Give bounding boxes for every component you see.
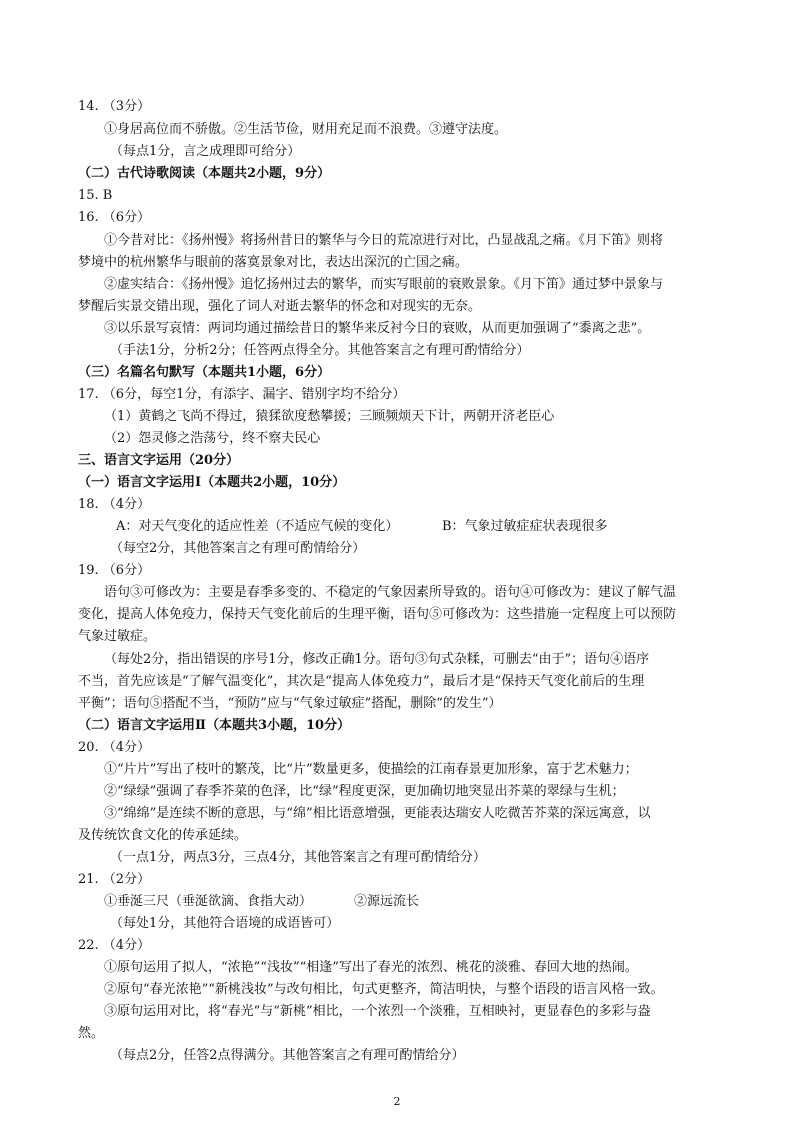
q19-heading: 19. （6分） — [78, 563, 151, 578]
q15-answer: 15. B — [78, 188, 113, 203]
q20-heading: 20. （4分） — [78, 740, 151, 755]
q20-scoring-note: （一点1分，两点3分，三点4分，其他答案言之有理可酌情给分） — [110, 850, 486, 865]
q16-point3: ③以乐景写哀情：两词均通过描绘昔日的繁华来反衬今日的衰败，从而更加强调了“黍离之悲”。 — [104, 321, 651, 336]
q16-heading: 16. （6分） — [78, 210, 151, 225]
q14-answer: ①身居高位而不骄傲。②生活节俭，财用充足而不浪费。③遵守法度。 — [104, 122, 508, 137]
q19-note-line1: （每处2分，指出错误的序号1分，修改正确1分。语句③句式杂糅，可删去“由于”；语句④语序 — [104, 652, 650, 667]
q14-scoring-note: （每点1分，言之成理即可给分） — [110, 144, 301, 159]
q22-heading: 22. （4分） — [78, 938, 151, 953]
q16-point2-line1: ②虚实结合：《扬州慢》追忆扬州过去的繁华，而实写眼前的衰败景象。《月下笛》通过梦中景象与 — [104, 277, 664, 292]
q20-point3-line1: ③“绵绵”是连续不断的意思，与“绵”相比语意增强，更能表达瑞安人吃微苦芥菜的深远寓意，以 — [104, 806, 651, 821]
q18-scoring-note: （每空2分，其他答案言之有理可酌情给分） — [110, 541, 366, 556]
q22-point2: ②原句“春光浓艳”“新桃浅妆”与改句相比，句式更整齐，简洁明快，与整个语段的语言风格一致。 — [104, 982, 664, 997]
q16-point1-line1: ①今昔对比：《扬州慢》将扬州昔日的繁华与今日的荒凉进行对比，凸显战乱之痛。《月下笛》则将 — [104, 233, 664, 248]
q22-point3-line2: 然。 — [78, 1026, 105, 1041]
q22-scoring-note: （每点2分，任答2点得满分。其他答案言之有理可酌情给分） — [110, 1048, 465, 1063]
q18-answer-b: B：气象过敏症症状表现很多 — [442, 519, 608, 534]
q17-answer-1: （1）黄鹤之飞尚不得过，猿猱欲度愁攀援；三顾频烦天下计，两朝开济老臣心 — [104, 409, 555, 424]
q16-point2-line2: 梦醒后实景交错出现，强化了词人对逝去繁华的怀念和对现实的无奈。 — [78, 299, 482, 314]
q16-point1-line2: 梦境中的杭州繁华与眼前的落寞景象对比，表达出深沉的亡国之痛。 — [78, 255, 469, 270]
section-3-2-heading: （二）语言文字运用Ⅱ（本题共3小题，10分） — [78, 718, 351, 733]
q20-point3-line2: 及传统饮食文化的传承延续。 — [78, 828, 248, 843]
q22-point1: ①原句运用了拟人，“浓艳”“浅妆”“相逢”写出了春光的浓烈、桃花的淡雅、春回大地的热闹。 — [104, 960, 638, 975]
q20-point1: ①“片片”写出了枝叶的繁茂，比“片”数量更多，使描绘的江南春景更加形象，富于艺术魅力； — [104, 762, 638, 777]
q16-scoring-note: （手法1分，分析2分；任答两点得全分。其他答案言之有理可酌情给分） — [110, 343, 530, 358]
q19-answer-line2: 变化，提高人体免疫力，保持天气变化前后的生理平衡，语句⑤可修改为：这些措施一定程度上可以预防 — [78, 607, 677, 622]
q18-answer-a: A：对天气变化的适应性差（不适应气候的变化） — [116, 519, 399, 534]
q19-answer-line1: 语句③可修改为：主要是春季多变的、不稳定的气象因素所导致的。语句④可修改为：建议了解气温 — [104, 585, 677, 600]
q21-heading: 21. （2分） — [78, 872, 151, 887]
section-3-heading: 三、语言文字运用（20分） — [78, 453, 240, 468]
q21-answer-1: ①垂涎三尺（垂涎欲滴、食指大动） — [104, 894, 313, 909]
q20-point2: ②“绿绿”强调了春季芥菜的色泽，比“绿”程度更深，更加确切地突显出芥菜的翠绿与生机； — [104, 784, 625, 799]
q22-point3-line1: ③原句运用对比，将“春光”与“新桃”相比，一个浓烈一个淡雅，互相映衬，更显春色的多彩与盎 — [104, 1004, 651, 1019]
q14-heading: 14. （3分） — [78, 99, 151, 114]
q19-answer-line3: 气象过敏症。 — [78, 629, 157, 644]
q18-heading: 18. （4分） — [78, 497, 151, 512]
section-3-1-heading: （一）语言文字运用Ⅰ（本题共2小题，10分） — [78, 475, 346, 490]
section-poetry-heading: （二）古代诗歌阅读（本题共2小题，9分） — [78, 166, 331, 181]
section-famous-lines-heading: （三）名篇名句默写（本题共1小题，6分） — [78, 365, 331, 380]
q17-heading: 17. （6分，每空1分，有添字、漏字、错别字均不给分） — [78, 387, 406, 402]
page-number: 2 — [393, 1095, 401, 1108]
q19-note-line2: 不当，首先应该是“了解气温变化”，其次是“提高人体免疫力”，最后才是“保持天气变化前后的生理 — [78, 674, 645, 689]
q17-answer-2: （2）怨灵修之浩荡兮，终不察夫民心 — [104, 431, 321, 446]
q19-note-line3: 平衡”；语句⑤搭配不当，“预防”应与“气象过敏症”搭配，删除“的发生”） — [78, 696, 502, 711]
q21-answer-2: ②源远流长 — [354, 894, 420, 909]
q21-scoring-note: （每处1分，其他符合语境的成语皆可） — [110, 916, 340, 931]
